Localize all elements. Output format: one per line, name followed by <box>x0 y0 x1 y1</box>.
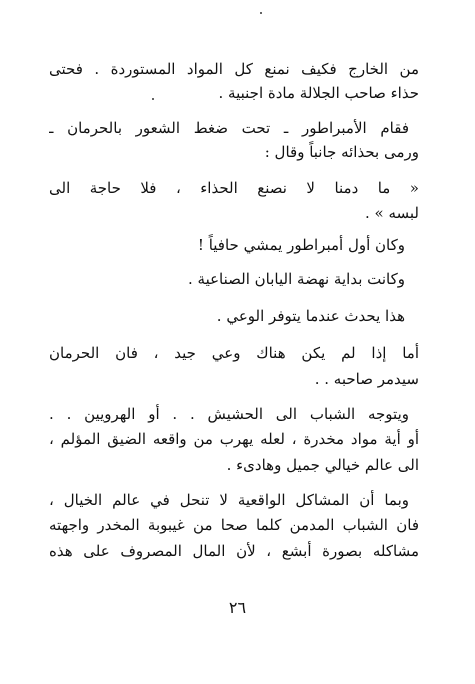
text-line: أما إذا لم يكن هناك وعي جيد ، فان الحرمان <box>49 344 419 362</box>
text-line: سيدمر صاحبه . . <box>314 370 419 388</box>
text-line: ورمى بحذائه جانباً وقال : <box>264 143 419 161</box>
text-line: مشاكله بصورة أبشع ، لأن المال المصروف على هذه <box>49 542 419 560</box>
text-line: هذا يحدث عندما يتوفر الوعي . <box>216 307 405 325</box>
print-speck <box>152 98 154 100</box>
text-line: فقام الأمبراطور ـ تحت ضغط الشعور بالحرمان ـ <box>49 119 409 137</box>
text-line: « ما دمنا لا نصنع الحذاء ، فلا حاجة الى <box>49 179 419 197</box>
text-line: أو أية مواد مخدرة ، لعله يهرب من واقعه الضيق المؤلم ، <box>49 430 419 448</box>
text-line: الى عالم خيالي جميل وهادىء . <box>226 456 419 474</box>
text-line: وبما أن المشاكل الواقعية لا تنحل في عالم الخيال ، <box>49 491 409 509</box>
text-line: ويتوجه الشباب الى الحشيش . . أو الهرويين . . <box>49 405 409 423</box>
print-speck <box>260 12 262 14</box>
text-line: فان الشباب المدمن كلما صحا من غيبوبة المخدر واجهته <box>49 516 419 534</box>
text-line: من الخارج فكيف نمنع كل المواد المستوردة . فحتى <box>49 60 419 78</box>
page-number: ٢٦ <box>228 598 247 617</box>
text-line: حذاء صاحب الجلالة مادة اجنبية . <box>218 84 419 102</box>
text-line: وكانت بداية نهضة اليابان الصناعية . <box>188 270 405 288</box>
text-line: لبسه » . <box>364 204 419 222</box>
text-line: وكان أول أمبراطور يمشي حافياً ! <box>197 236 405 254</box>
